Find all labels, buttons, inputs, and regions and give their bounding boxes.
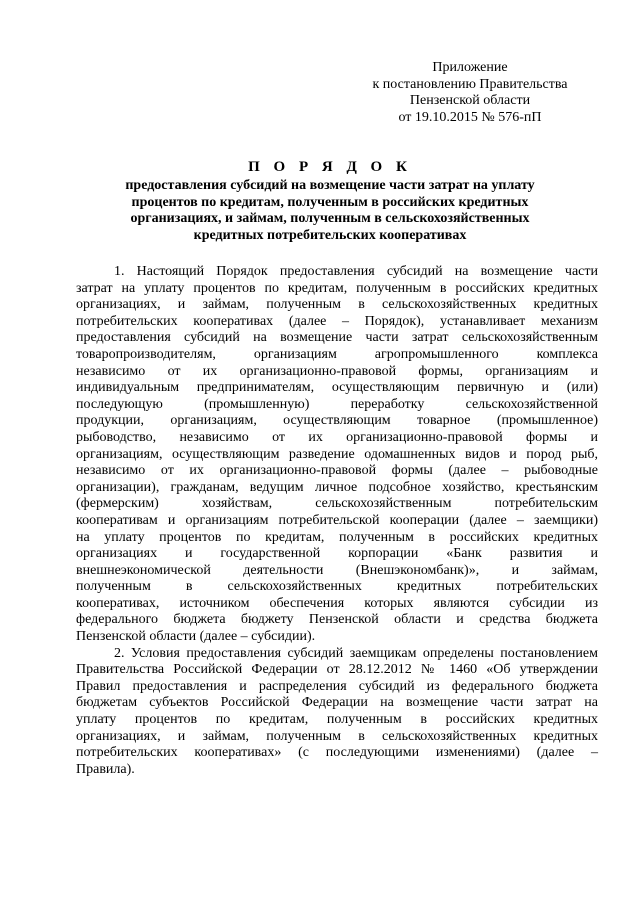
title-subtitle-line: предоставления субсидий на возмещение части затрат на уплату — [125, 178, 535, 193]
paragraph-line: последующую (промышленную) переработку сельскохозяйственной — [76, 396, 598, 412]
paragraph-line: бюджетам субъектов Российской Федерации на возмещение части затрат на — [76, 695, 598, 711]
paragraph-line: продукции, организациям, осуществляющим товарное (промышленное) — [76, 413, 598, 429]
paragraph-line: организациях, и займам, полученным в сельскохозяйственных кредитных — [76, 297, 598, 313]
paragraph-line: полученным в сельскохозяйственных кредитных потребительских — [76, 579, 598, 595]
paragraph-line: внешнеэкономической деятельности (Внешэкономбанк)», и займам, — [76, 562, 598, 578]
paragraph-line: организациях и государственной корпорации «Банк развития и — [76, 546, 598, 562]
paragraph-line: индивидуальным предпринимателям, осуществляющим первичную и (или) — [76, 380, 598, 396]
appendix-date-line: от 19.10.2015 № 576-пП — [398, 109, 542, 125]
paragraph-line: организациях, и займам, полученным в сельскохозяйственных кредитных — [76, 728, 598, 744]
paragraph-line: 1. Настоящий Порядок предоставления субсидий на возмещение части — [114, 264, 598, 279]
appendix-line: Пензенской области — [409, 93, 531, 108]
appendix-header — [330, 60, 610, 126]
appendix-line: к постановлению Правительства — [372, 76, 568, 92]
paragraph-line: рыбоводство, независимо от их организационно-правовой формы и — [76, 429, 598, 445]
paragraph-line: организациям, осуществляющим разведение одомашненных видов и пород рыб, — [76, 446, 598, 462]
paragraph-line: Правительства Российской Федерации от 28.12.2012 № 1460 «Об утверждении — [76, 662, 598, 678]
title-subtitle-line: организациях, и займам, полученным в сельскохозяйственных — [130, 211, 530, 226]
paragraph-line: потребительских кооперативах» (с последующими изменениями) (далее – — [76, 745, 598, 761]
appendix-line: Приложение — [432, 60, 508, 75]
paragraph-line: независимо от их организационно-правовой формы, организациям и — [76, 363, 598, 379]
paragraph-line: потребительских кооперативах (далее – Порядок), устанавливает механизм — [76, 313, 598, 329]
paragraph-line: товаропроизводителям, организациям агропромышленного комплекса — [76, 346, 598, 362]
paragraph-line: предоставления субсидий на возмещение части затрат сельскохозяйственным — [76, 330, 598, 346]
paragraph-line: кооперативам и организациям потребительской кооперации (далее – заемщики) — [76, 512, 598, 528]
paragraph-line: федерального бюджета бюджету Пензенской области и средства бюджета — [76, 612, 598, 628]
paragraph-line: (фермерским) хозяйствам, сельскохозяйственным потребительским — [76, 496, 598, 512]
title-main: П О Р Я Д О К — [248, 159, 412, 175]
title-subtitle-line: кредитных потребительских кооперативах — [193, 227, 467, 243]
paragraph-2 — [76, 646, 598, 779]
paragraph-line: Пензенской области (далее – субсидии). — [76, 629, 316, 645]
document-title — [60, 158, 600, 244]
paragraph-line: кооперативах, источником обеспечения которых являются субсидии из — [76, 595, 598, 611]
paragraph-line: на уплату процентов по кредитам, полученным в российских кредитных — [76, 529, 598, 545]
title-subtitle-line: процентов по кредитам, полученным в российских кредитных — [131, 194, 529, 210]
paragraph-line: затрат на уплату процентов по кредитам, полученным в российских кредитных — [76, 280, 598, 296]
paragraph-line: уплату процентов по кредитам, полученным в российских кредитных — [76, 712, 598, 728]
paragraph-line: Правил предоставления и распределения субсидий из федерального бюджета — [76, 678, 598, 694]
paragraph-line: организации), гражданам, ведущим личное подсобное хозяйство, крестьянским — [76, 479, 598, 495]
paragraph-line: 2. Условия предоставления субсидий заемщикам определены постановлением — [114, 645, 598, 661]
paragraph-line: независимо от их организационно-правовой формы (далее – рыбоводные — [76, 463, 598, 479]
document-body — [76, 264, 598, 778]
paragraph-line: Правила). — [76, 761, 135, 777]
paragraph-1 — [76, 264, 598, 646]
